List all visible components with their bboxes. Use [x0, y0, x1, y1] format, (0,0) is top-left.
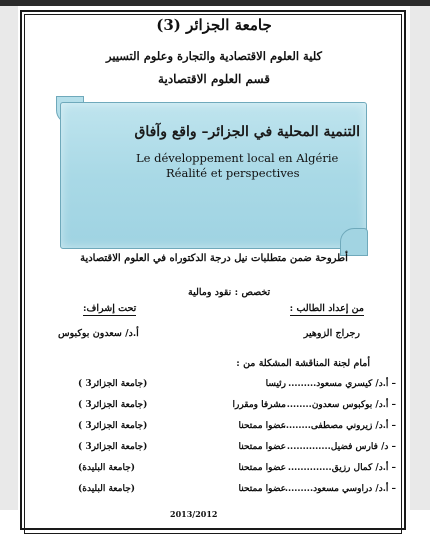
- student-name: رجراج الزوهير: [303, 328, 360, 339]
- member-name: – أ.د/ كيسري مسعود.........: [288, 379, 396, 389]
- member-name: – أ.د/ كمال رزيق..............: [287, 463, 396, 473]
- member-name: – أ.د/ دراوسي مسعود.........: [284, 484, 396, 494]
- member-institution: (جامعة الجزائر3 ): [78, 400, 148, 410]
- viewer-left-margin: [0, 6, 18, 510]
- committee-member: [78, 463, 396, 477]
- member-role: عضوا ممتحنا: [238, 421, 286, 431]
- member-role: عضوا ممتحنا: [238, 442, 286, 452]
- member-institution: (جامعة الجزائر3 ): [78, 379, 148, 389]
- committee-label: أمام لجنة المناقشة المشكلة من :: [236, 358, 370, 369]
- specialty: تخصص : نقود ومالية: [188, 287, 271, 298]
- scroll-banner-curl-bottom: [340, 228, 368, 256]
- member-institution: (جامعة البليدة): [78, 484, 136, 494]
- committee-member: [78, 400, 396, 414]
- member-name: – د/ فارس فضيل..............: [286, 442, 396, 452]
- member-name: – أ.د/ بوكبوس سعدون........: [286, 400, 396, 410]
- member-institution: (جامعة الجزائر3 ): [78, 442, 148, 452]
- student-label: من إعداد الطالب :: [289, 303, 364, 314]
- document-page: [18, 6, 410, 519]
- thesis-statement: أطروحة ضمن متطلبات نيل درجة الدكتوراه في العلوم الاقتصادية: [80, 253, 348, 264]
- supervisor-name: أ.د/ سعدون بوكبوس: [58, 328, 139, 339]
- committee-member: [78, 442, 396, 456]
- member-role: عضوا ممتحنا: [238, 484, 286, 494]
- viewer-right-margin: [410, 6, 430, 510]
- committee-member: [78, 484, 396, 498]
- committee-member: [78, 421, 396, 435]
- university-name: جامعة الجزائر (3): [156, 16, 272, 34]
- member-institution: (جامعة البليدة): [78, 463, 136, 473]
- title-arabic: التنمية المحلية في الجزائر– واقع وآفاق: [134, 124, 360, 140]
- member-role: عضوا ممتحنا: [238, 463, 286, 473]
- academic-year: 2013/2012: [170, 509, 218, 519]
- supervisor-label: تحت إشراف:: [83, 303, 137, 314]
- committee-member: [78, 379, 396, 393]
- member-name: – أ.د/ زيروني مصطفى.........: [282, 421, 396, 431]
- member-role: رئيسا: [265, 379, 286, 389]
- member-role: مشرفا ومقررا: [232, 400, 286, 410]
- page-border-inner: [24, 14, 402, 534]
- title-french-line1: Le développement local en Algérie: [136, 151, 339, 165]
- member-institution: (جامعة الجزائر3 ): [78, 421, 148, 431]
- title-french-line2: Réalité et perspectives: [166, 166, 300, 180]
- faculty-name: كلية العلوم الاقتصادية والتجارة وعلوم التسيير: [106, 49, 322, 63]
- department-name: قسم العلوم الاقتصادية: [158, 72, 270, 86]
